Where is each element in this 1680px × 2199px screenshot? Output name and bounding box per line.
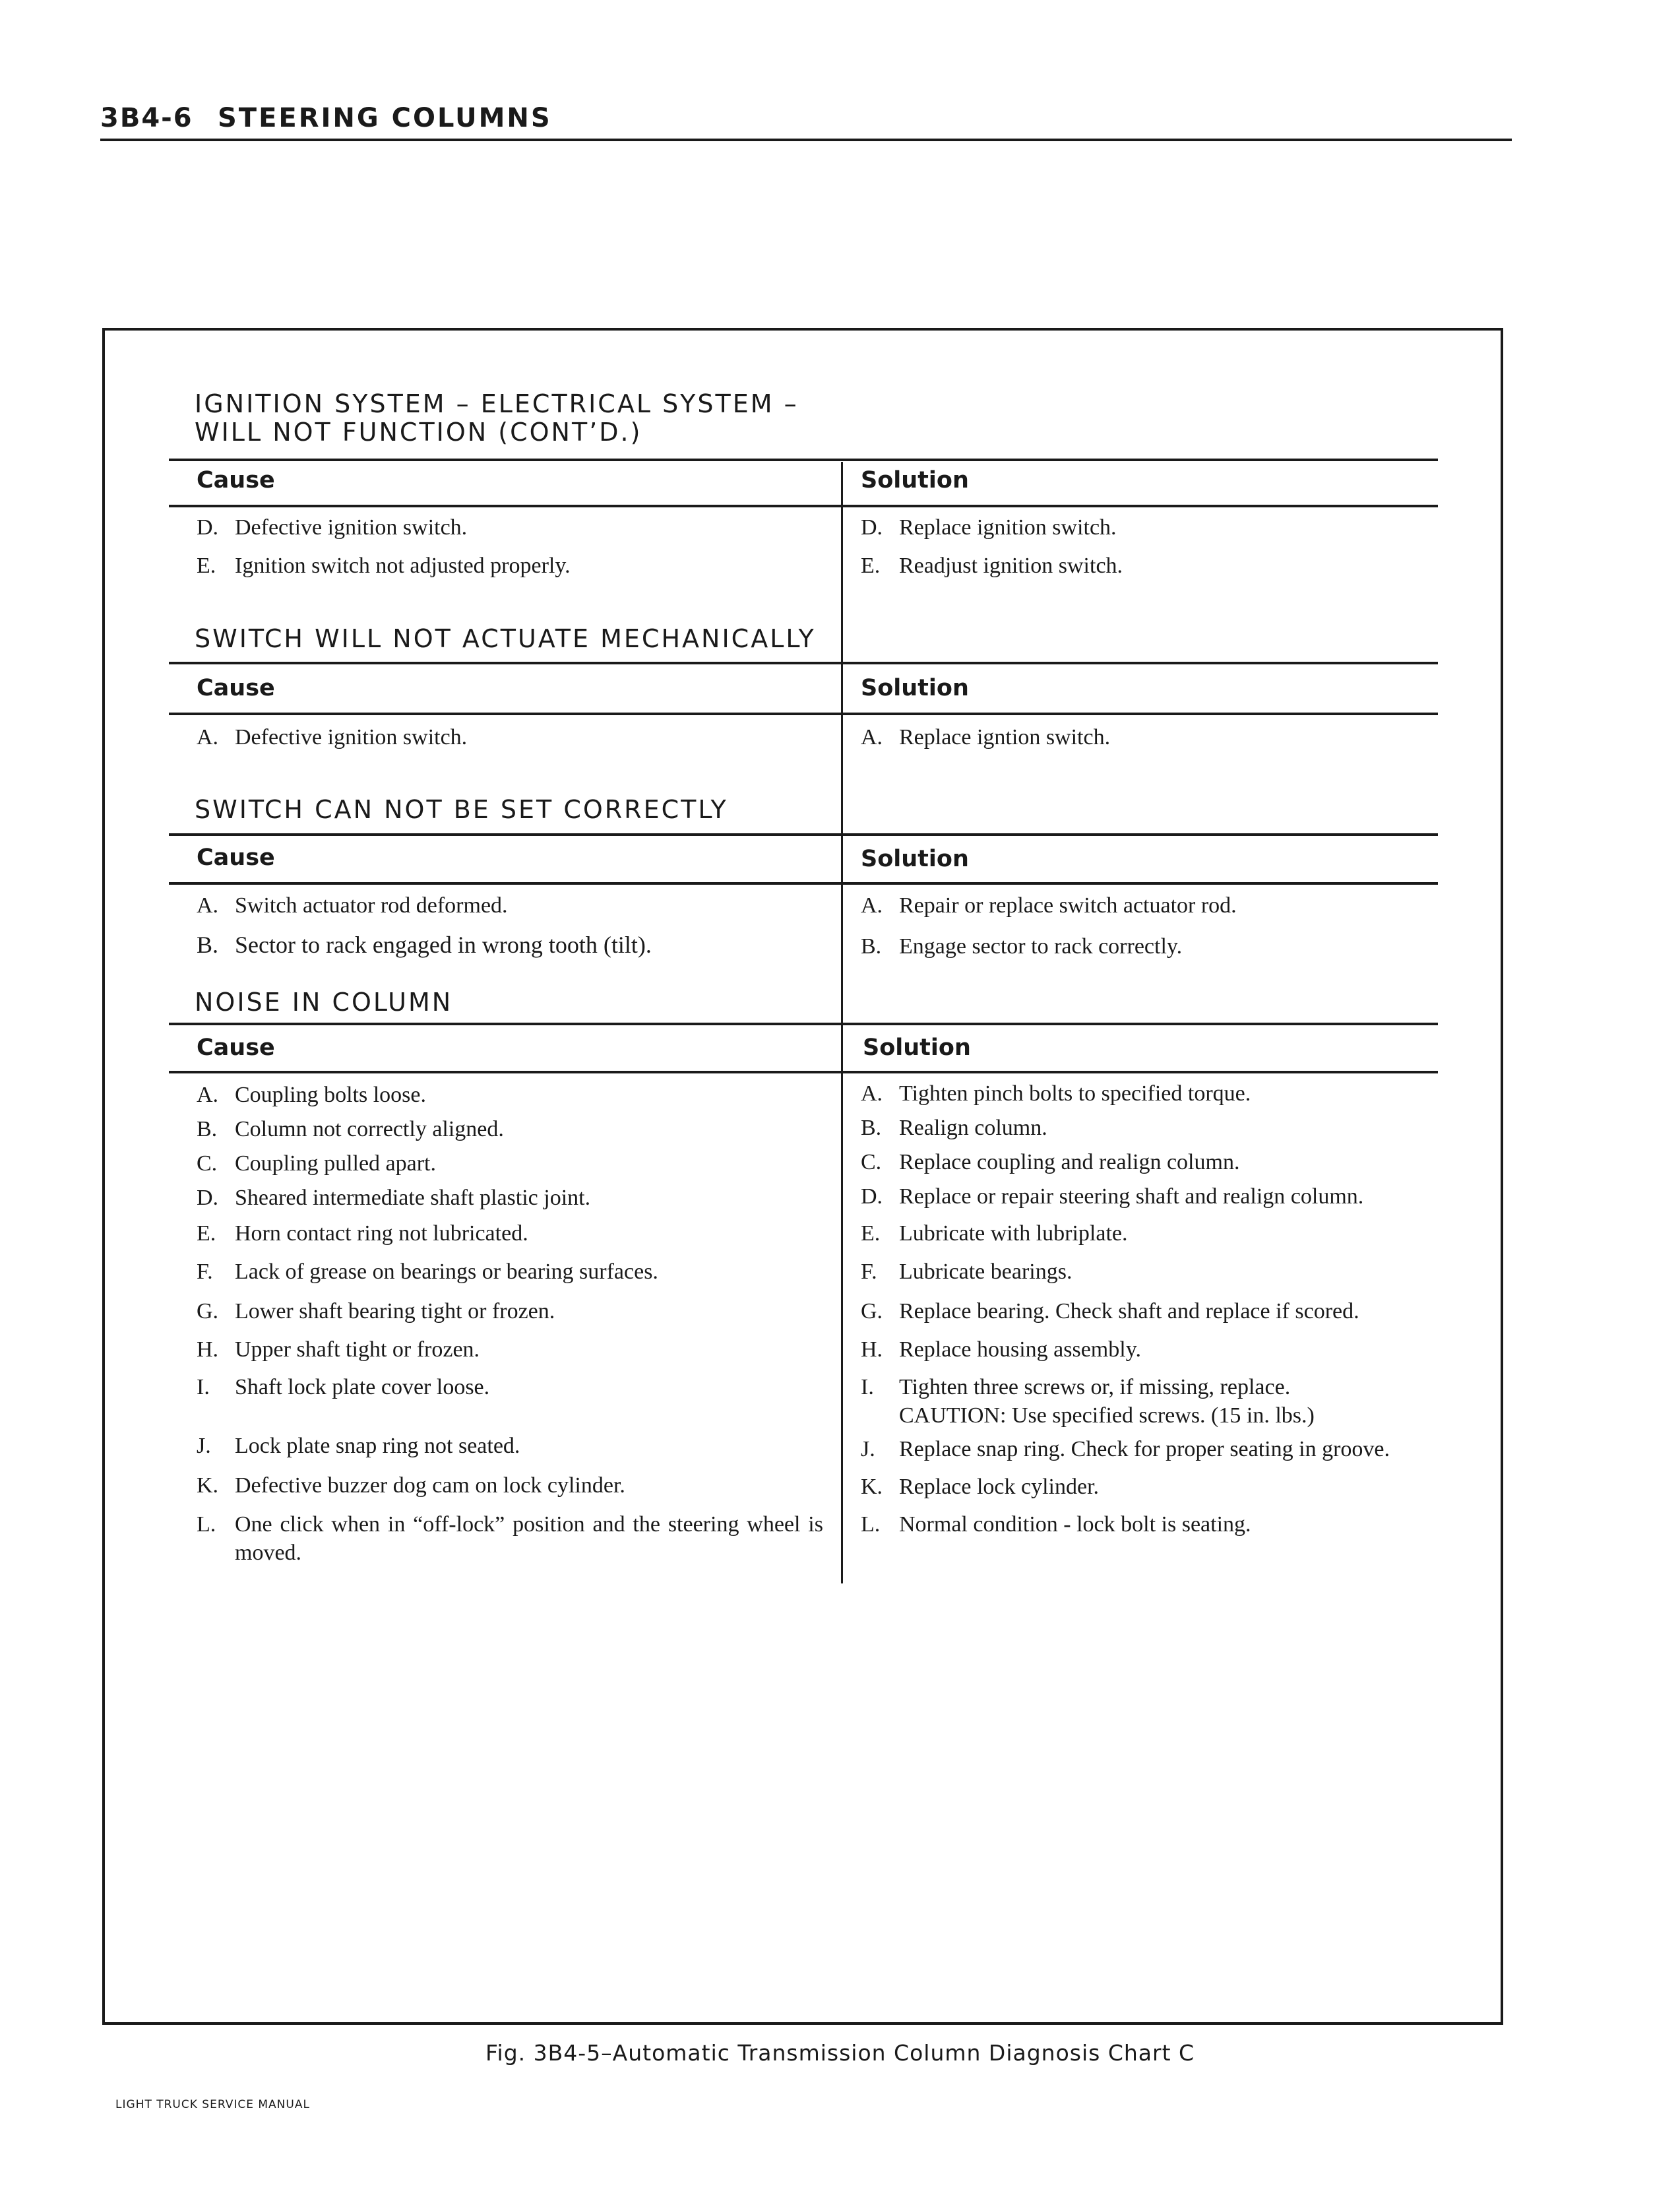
item-letter: F. [197,1259,213,1284]
solution-item [861,932,1182,961]
cause-item [197,891,508,920]
solution-item [861,1435,1390,1463]
item-letter: B. [197,1117,218,1141]
item-text: Lubricate bearings. [899,1259,1073,1284]
item-text: Readjust ignition switch. [899,554,1123,578]
item-letter: K. [197,1473,219,1498]
item-text: Tighten three screws or, if missing, replace. [899,1375,1291,1399]
solution-header: Solution [861,675,969,701]
item-letter: D. [861,1184,883,1209]
item-text: Replace snap ring. Check for proper seating in groove. [899,1437,1390,1461]
item-letter: B. [197,932,219,958]
item-text: Upper shaft tight or frozen. [235,1337,480,1362]
divider-line [169,833,1438,836]
section-title-line: SWITCH CAN NOT BE SET CORRECTLY [195,795,728,824]
item-text: Defective ignition switch. [235,725,468,749]
item-letter: D. [861,515,883,540]
caution-note [899,1401,1315,1430]
item-text: Horn contact ring not lubricated. [235,1221,528,1246]
solution-header: Solution [861,846,969,872]
item-letter: B. [861,934,882,959]
item-text: Lower shaft bearing tight or frozen. [235,1299,555,1323]
section-title-line: WILL NOT FUNCTION (CONT’D.) [195,418,642,447]
item-letter: L. [197,1512,216,1537]
item-text: Switch actuator rod deformed. [235,893,508,918]
cause-header: Cause [197,675,275,701]
solution-item [861,1297,1359,1325]
item-letter: A. [197,725,219,749]
item-text: Replace ignition switch. [899,515,1117,540]
item-text: Replace housing assembly. [899,1337,1141,1362]
page-number: 3B4-6 [100,103,193,133]
item-text: Sector to rack engaged in wrong tooth (tilt). [235,932,652,958]
item-text: Lubricate with lubriplate. [899,1221,1128,1246]
solution-item [861,1510,1251,1539]
cause-item [197,1149,436,1178]
item-text: Ignition switch not adjusted properly. [235,554,571,578]
section-title-line: SWITCH WILL NOT ACTUATE MECHANICALLY [195,624,816,653]
item-text: CAUTION: Use specified screws. (15 in. lbs.) [899,1403,1315,1428]
divider-line [169,882,1438,885]
cause-item [197,1432,520,1460]
cause-item [197,552,571,580]
item-letter: E. [861,1221,881,1246]
cause-item [197,931,652,959]
solution-item [861,891,1237,920]
cause-header: Cause [197,467,275,494]
section-title-line: IGNITION SYSTEM – ELECTRICAL SYSTEM – [195,389,799,418]
item-text: Tighten pinch bolts to specified torque. [899,1081,1251,1106]
item-letter: G. [861,1299,883,1323]
solution-header: Solution [863,1035,971,1061]
item-text: Realign column. [899,1116,1047,1140]
section-title: STEERING COLUMNS [218,103,552,133]
item-text: Replace coupling and realign column. [899,1150,1240,1174]
item-letter: J. [197,1434,211,1458]
solution-header: Solution [861,467,969,494]
cause-item [197,1335,480,1364]
item-text: Replace bearing. Check shaft and replace if scored. [899,1299,1359,1323]
solution-item [861,1148,1239,1176]
cause-item [197,1184,590,1212]
cause-item [197,1471,625,1500]
item-text: Replace igntion switch. [899,725,1111,749]
divider-line [169,1071,1438,1073]
item-letter: G. [197,1299,219,1323]
solution-item [861,1473,1099,1501]
cause-header: Cause [197,845,275,871]
item-letter: I. [861,1375,874,1399]
section-title-line: NOISE IN COLUMN [195,988,453,1017]
item-letter: C. [861,1150,882,1174]
solution-item [861,723,1110,751]
cause-item [197,1258,658,1286]
item-text: Replace lock cylinder. [899,1475,1100,1499]
item-text: One click when in “off-lock” position and the steering wheel is moved. [235,1512,823,1565]
cause-item [197,1510,823,1567]
divider-line [169,505,1438,507]
item-letter: L. [861,1512,881,1537]
solution-item [861,1258,1072,1286]
cause-item [197,1081,426,1109]
item-letter: A. [861,725,883,749]
cause-item [197,1219,528,1248]
item-letter: A. [861,1081,883,1106]
item-letter: A. [197,893,219,918]
item-text: Defective buzzer dog cam on lock cylinder. [235,1473,625,1498]
item-letter: I. [197,1375,210,1399]
item-letter: F. [861,1259,877,1284]
item-letter: E. [861,554,881,578]
item-letter: J. [861,1437,875,1461]
item-letter: H. [861,1337,883,1362]
item-text: Replace or repair steering shaft and realign column. [899,1184,1364,1209]
item-letter: A. [861,893,883,918]
item-letter: K. [861,1475,883,1499]
item-text: Engage sector to rack correctly. [899,934,1183,959]
item-text: Coupling pulled apart. [235,1151,437,1176]
item-text: Coupling bolts loose. [235,1083,426,1107]
item-letter: E. [197,1221,216,1246]
item-letter: H. [197,1337,219,1362]
solution-item [861,1114,1047,1142]
item-text: Column not correctly aligned. [235,1117,504,1141]
divider-line [169,662,1438,664]
item-text: Normal condition - lock bolt is seating. [899,1512,1251,1537]
item-letter: C. [197,1151,218,1176]
column-divider [841,462,843,664]
cause-item [197,1115,504,1143]
solution-item [861,552,1123,580]
item-text: Sheared intermediate shaft plastic joint. [235,1186,591,1210]
solution-item [861,1219,1128,1248]
solution-item [861,513,1117,542]
item-letter: A. [197,1083,219,1107]
solution-item [861,1079,1251,1108]
item-text: Shaft lock plate cover loose. [235,1375,490,1399]
solution-item [861,1335,1141,1364]
divider-line [169,459,1438,461]
item-letter: B. [861,1116,882,1140]
item-text: Defective ignition switch. [235,515,468,540]
manual-footer: LIGHT TRUCK SERVICE MANUAL [115,2098,310,2111]
cause-header: Cause [197,1035,275,1061]
column-divider [841,757,843,1583]
page-header [100,99,1512,141]
item-letter: D. [197,1186,219,1210]
cause-item [197,1373,489,1401]
item-text: Lock plate snap ring not seated. [235,1434,520,1458]
solution-item [861,1373,1290,1401]
cause-item [197,723,467,751]
figure-caption: Fig. 3B4-5–Automatic Transmission Column Diagnosis Chart C [485,2040,1195,2066]
solution-item [861,1182,1363,1211]
column-divider [841,664,843,757]
divider-line [169,1023,1438,1025]
cause-item [197,513,467,542]
item-text: Repair or replace switch actuator rod. [899,893,1237,918]
divider-line [169,713,1438,715]
item-letter: E. [197,554,216,578]
item-letter: D. [197,515,219,540]
cause-item [197,1297,555,1325]
item-text: Lack of grease on bearings or bearing surfaces. [235,1259,658,1284]
